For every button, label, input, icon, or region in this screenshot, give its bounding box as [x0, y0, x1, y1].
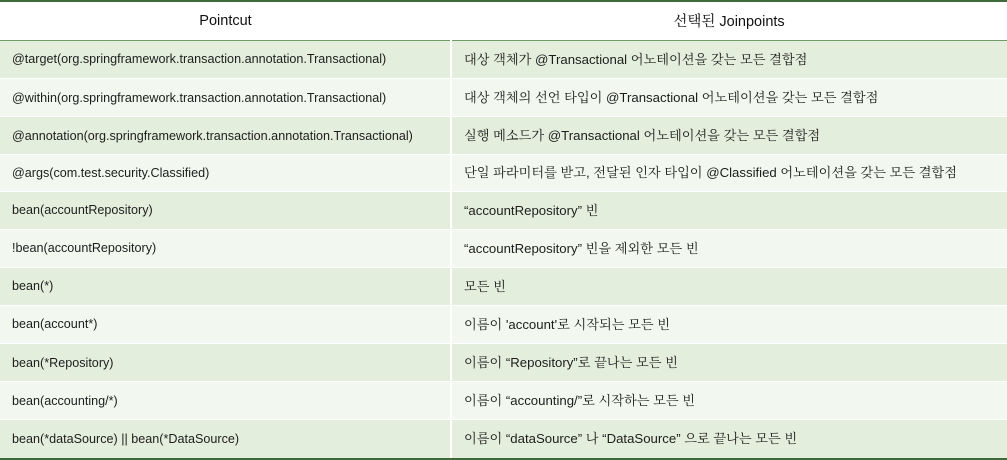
- table-row: [0, 305, 1007, 343]
- cell-joinpoints: 대상 객체의 선언 타입이 @Transactional 어노테이션을 갖는 모든 결합점: [451, 79, 1007, 117]
- cell-joinpoints: 대상 객체가 @Transactional 어노테이션을 갖는 모든 결합점: [451, 41, 1007, 79]
- cell-pointcut: @annotation(org.springframework.transaction.annotation.Transactional): [0, 117, 451, 155]
- cell-joinpoints: “accountRepository” 빈: [451, 191, 1007, 229]
- cell-joinpoints: 이름이 “dataSource” 나 “DataSource” 으로 끝나는 모든 빈: [451, 420, 1007, 459]
- table-row: [0, 229, 1007, 267]
- cell-pointcut: bean(account*): [0, 305, 451, 343]
- cell-joinpoints: 단일 파라미터를 받고, 전달된 인자 타입이 @Classified 어노테이션을 갖는 모든 결합점: [451, 155, 1007, 191]
- cell-pointcut: @target(org.springframework.transaction.annotation.Transactional): [0, 41, 451, 79]
- cell-joinpoints: “accountRepository” 빈을 제외한 모든 빈: [451, 229, 1007, 267]
- table-row: [0, 191, 1007, 229]
- cell-pointcut: !bean(accountRepository): [0, 229, 451, 267]
- cell-pointcut: bean(accountRepository): [0, 191, 451, 229]
- cell-pointcut: bean(*Repository): [0, 344, 451, 382]
- column-header-pointcut: Pointcut: [0, 1, 451, 41]
- table-header: [0, 1, 1007, 41]
- table-row: [0, 344, 1007, 382]
- table-header-row: [0, 1, 1007, 41]
- cell-joinpoints: 이름이 'account'로 시작되는 모든 빈: [451, 305, 1007, 343]
- table-row: [0, 41, 1007, 79]
- table-row: [0, 267, 1007, 305]
- cell-pointcut: bean(accounting/*): [0, 382, 451, 420]
- table-row: [0, 155, 1007, 191]
- cell-joinpoints: 이름이 “Repository”로 끝나는 모든 빈: [451, 344, 1007, 382]
- cell-joinpoints: 모든 빈: [451, 267, 1007, 305]
- table-row: [0, 382, 1007, 420]
- table-row: [0, 79, 1007, 117]
- table-body: [0, 41, 1007, 459]
- table-row: [0, 117, 1007, 155]
- cell-pointcut: @args(com.test.security.Classified): [0, 155, 451, 191]
- cell-pointcut: bean(*dataSource) || bean(*DataSource): [0, 420, 451, 459]
- cell-joinpoints: 실행 메소드가 @Transactional 어노테이션을 갖는 모든 결합점: [451, 117, 1007, 155]
- cell-pointcut: bean(*): [0, 267, 451, 305]
- cell-joinpoints: 이름이 “accounting/”로 시작하는 모든 빈: [451, 382, 1007, 420]
- cell-pointcut: @within(org.springframework.transaction.annotation.Transactional): [0, 79, 451, 117]
- column-header-joinpoints: 선택된 Joinpoints: [451, 1, 1007, 41]
